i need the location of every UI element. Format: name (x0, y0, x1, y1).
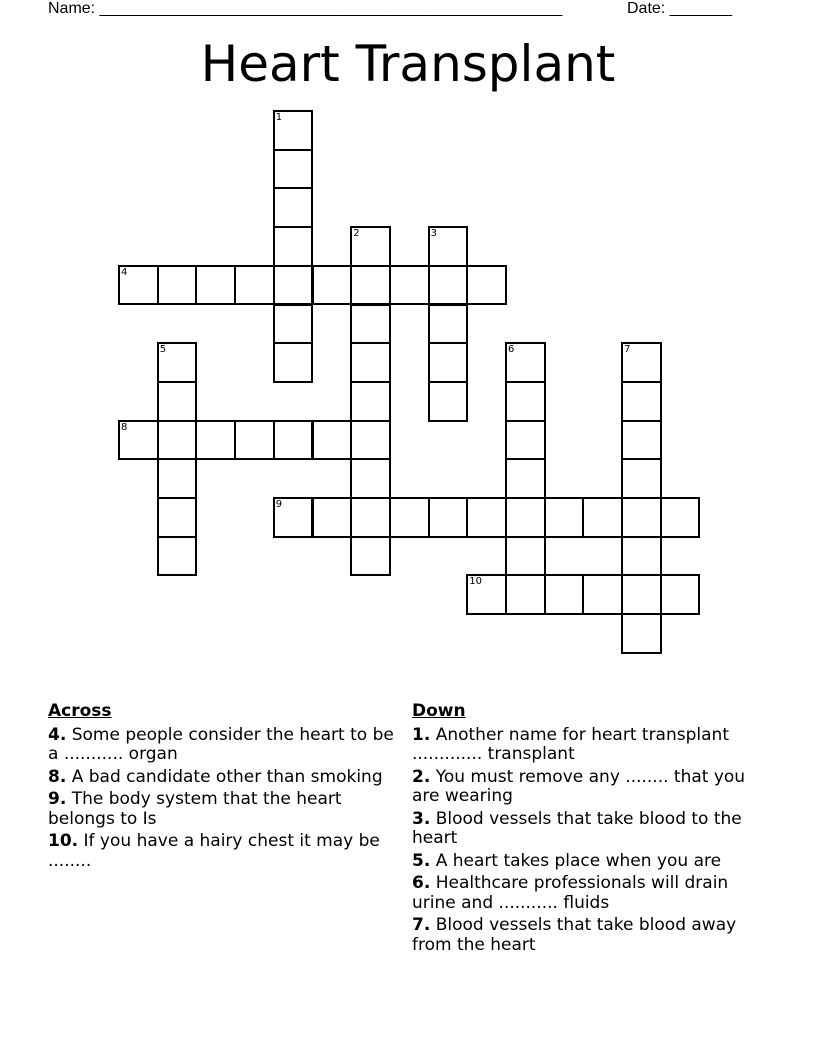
grid-cell[interactable] (582, 497, 623, 538)
grid-cell[interactable] (389, 497, 430, 538)
clue-text: Blood vessels that take blood to the heart (412, 808, 742, 848)
grid-cell[interactable] (505, 342, 546, 383)
grid-cell[interactable] (428, 342, 469, 383)
clue-text: Some people consider the heart to be a ........... organ (48, 724, 394, 764)
clue-text: Blood vessels that take blood away from the heart (412, 915, 737, 955)
grid-cell[interactable] (428, 226, 469, 267)
grid-cell[interactable] (428, 265, 469, 306)
grid-cell[interactable] (350, 536, 391, 577)
clue-number: 10. (48, 831, 79, 851)
cell-number: 4 (121, 266, 128, 278)
grid-cell[interactable] (505, 381, 546, 422)
down-clues (412, 702, 764, 958)
name-field-line: Name: ____________________________________________________ (48, 0, 563, 17)
grid-cell[interactable] (621, 342, 662, 383)
grid-cell[interactable] (157, 342, 198, 383)
grid-cell[interactable] (621, 497, 662, 538)
clue-text: The body system that the heart belongs to Is (48, 789, 342, 829)
across-heading: Across (48, 701, 112, 721)
grid-cell[interactable] (157, 497, 198, 538)
down-clue-5 (412, 852, 764, 872)
grid-cell[interactable] (157, 381, 198, 422)
clue-number: 3. (412, 808, 431, 829)
grid-cell[interactable] (157, 265, 198, 306)
grid-cell[interactable] (544, 574, 585, 615)
grid-cell[interactable] (234, 420, 275, 461)
grid-cell[interactable] (273, 304, 314, 345)
grid-cell[interactable] (621, 458, 662, 499)
cell-number: 9 (275, 499, 283, 510)
grid-cell[interactable] (660, 497, 701, 538)
grid-cell[interactable] (350, 458, 391, 499)
down-clue-list (412, 726, 764, 956)
grid-cell[interactable] (350, 226, 391, 267)
grid-cell[interactable] (350, 381, 391, 422)
grid-cell[interactable] (505, 536, 546, 577)
grid-cell[interactable] (273, 265, 314, 306)
grid-cell[interactable] (273, 342, 314, 383)
grid-cell[interactable] (312, 265, 353, 306)
cell-number: 1 (275, 112, 283, 123)
grid-cell[interactable] (428, 497, 469, 538)
grid-cell[interactable] (157, 536, 198, 577)
grid-cell[interactable] (273, 149, 314, 190)
grid-cell[interactable] (273, 226, 314, 267)
date-field-line: Date: _______ (627, 0, 732, 17)
grid-cell[interactable] (466, 574, 507, 615)
down-clue-3 (412, 810, 764, 849)
grid-cell[interactable] (118, 265, 159, 306)
grid-cell[interactable] (157, 458, 198, 499)
clue-text: Another name for heart transplant ............. transplant (412, 724, 729, 764)
clue-number: 7. (412, 915, 431, 935)
grid-cell[interactable] (312, 420, 353, 461)
grid-cell[interactable] (350, 420, 391, 461)
grid-cell[interactable] (350, 342, 391, 383)
puzzle-title: Heart Transplant (200, 35, 616, 93)
down-heading: Down (412, 701, 466, 721)
across-clue-10 (48, 832, 400, 871)
clue-text: A bad candidate other than smoking (71, 766, 383, 787)
across-clues (48, 702, 400, 874)
grid-cell[interactable] (350, 304, 391, 345)
cell-number: 5 (159, 344, 167, 356)
grid-cell[interactable] (157, 420, 198, 461)
down-clue-1 (412, 726, 764, 765)
grid-cell[interactable] (350, 497, 391, 538)
down-clue-2 (412, 768, 764, 807)
clue-text: If you have a hairy chest it may be ........ (48, 831, 380, 871)
grid-cell[interactable] (466, 265, 507, 306)
clue-number: 5. (412, 850, 431, 871)
grid-cell[interactable] (621, 613, 662, 654)
grid-cell[interactable] (389, 265, 430, 306)
clue-number: 9. (48, 789, 67, 809)
clue-number: 2. (412, 766, 431, 787)
clue-number: 6. (412, 873, 431, 893)
grid-cell[interactable] (273, 187, 314, 228)
grid-cell[interactable] (234, 265, 275, 306)
grid-cell[interactable] (195, 420, 236, 461)
across-clue-list (48, 726, 400, 872)
grid-cell[interactable] (350, 265, 391, 306)
clue-number: 8. (48, 766, 67, 787)
grid-cell[interactable] (621, 381, 662, 422)
grid-cell[interactable] (466, 497, 507, 538)
cell-number: 8 (121, 421, 128, 433)
grid-cell[interactable] (118, 420, 159, 461)
grid-cell[interactable] (505, 574, 546, 615)
across-clue-9 (48, 790, 400, 829)
across-clue-4 (48, 726, 400, 765)
clue-number: 4. (48, 724, 67, 745)
grid-cell[interactable] (273, 497, 314, 538)
down-clue-7 (412, 916, 764, 955)
clue-number: 1. (412, 724, 431, 745)
grid-cell[interactable] (428, 304, 469, 345)
clue-text: You must remove any ........ that you are wearing (412, 766, 746, 806)
clue-text: Healthcare professionals will drain urine and ........... fluids (412, 873, 729, 913)
grid-cell[interactable] (505, 458, 546, 499)
grid-cell[interactable] (544, 497, 585, 538)
grid-cell[interactable] (312, 497, 353, 538)
grid-cell[interactable] (273, 420, 314, 461)
grid-cell[interactable] (582, 574, 623, 615)
grid-cell[interactable] (660, 574, 701, 615)
grid-cell[interactable] (505, 497, 546, 538)
clue-text: A heart takes place when you are (435, 850, 722, 871)
cell-number: 10 (469, 576, 483, 588)
grid-cell[interactable] (428, 381, 469, 422)
grid-cell[interactable] (621, 420, 662, 461)
cell-number: 7 (624, 344, 631, 356)
grid-cell[interactable] (505, 420, 546, 461)
down-clue-6 (412, 874, 764, 913)
cell-number: 2 (353, 228, 360, 240)
grid-cell[interactable] (195, 265, 236, 306)
grid-cell[interactable] (273, 110, 314, 151)
grid-cell[interactable] (621, 574, 662, 615)
across-clue-8 (48, 768, 400, 788)
grid-cell[interactable] (621, 536, 662, 577)
cell-number: 3 (430, 228, 437, 240)
cell-number: 6 (508, 344, 515, 356)
